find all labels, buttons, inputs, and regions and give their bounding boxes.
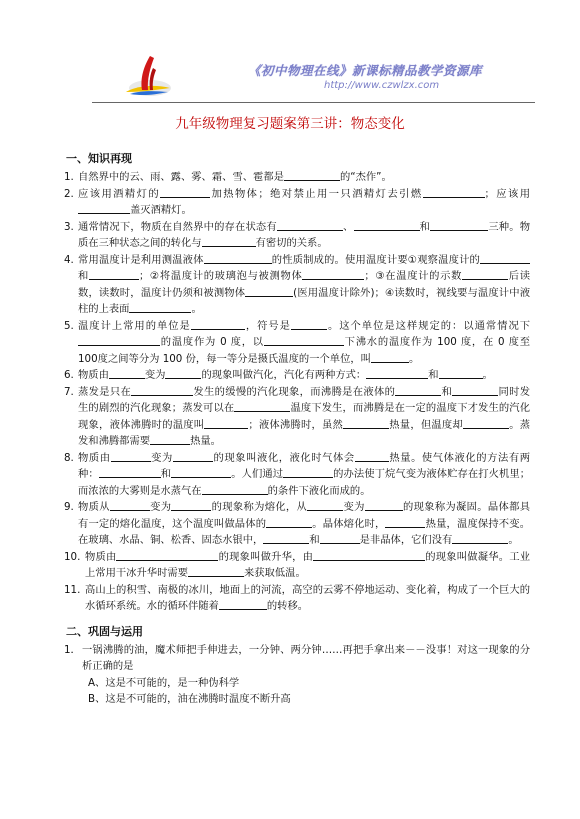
question-number: 1． (64, 643, 81, 656)
answer-blank[interactable] (191, 318, 245, 330)
answer-blank[interactable] (150, 433, 190, 445)
answer-blank[interactable] (371, 351, 409, 363)
answer-blank[interactable] (366, 367, 428, 379)
question-text: 物质由 的现象叫做升华，由 的现象叫做凝华。工业上常用干冰升华时需要 来获取低温。 (85, 550, 531, 579)
answer-blank[interactable] (204, 417, 248, 429)
question-2 (64, 186, 530, 219)
question-11 (64, 582, 530, 615)
answer-blank[interactable] (131, 384, 193, 396)
question-text: 温度计上常用的单位是 ，符号是 。这个单位是这样规定的：以通常情况下的温度作为 0 度，以 下沸水的温度作为 100 度，在 0 度至 100度之间等分为 100 份，每一等分是摄氏温度的一个单位，叫 。 (78, 319, 531, 365)
answer-blank[interactable] (266, 516, 312, 528)
question-8 (64, 450, 530, 500)
page-title: 九年级物理复习题案第三讲：物态变化 (175, 116, 405, 132)
site-title: 《初中物理在线》新课标精品教学资源库 (248, 63, 483, 78)
answer-blank[interactable] (307, 499, 343, 511)
answer-blank[interactable] (219, 598, 267, 610)
answer-blank[interactable] (171, 499, 211, 511)
answer-blank[interactable] (365, 499, 403, 511)
header-divider (92, 102, 535, 103)
answer-blank[interactable] (320, 532, 360, 544)
question-number: 11. (64, 583, 81, 596)
question-number: 3. (64, 220, 74, 233)
answer-blank[interactable] (171, 466, 231, 478)
option-a[interactable]: A、这是不可能的，是一种伪科学 (88, 676, 240, 689)
answer-blank[interactable] (302, 268, 364, 280)
question-text: 高山上的积雪、南极的冰川，地面上的河流，高空的云雾不停地运动、变化着，构成了一个巨大的水循环系统。水的循环伴随着 的转移。 (85, 583, 530, 612)
question-number: 2. (64, 187, 74, 200)
answer-blank[interactable] (116, 549, 218, 561)
answer-blank[interactable] (202, 235, 256, 247)
answer-blank[interactable] (284, 169, 340, 181)
option-b[interactable]: B、这是不可能的，油在沸腾时温度不断升高 (88, 693, 291, 705)
answer-blank[interactable] (234, 400, 290, 412)
section-heading-knowledge: 一、知识再现 (66, 152, 132, 165)
question-number: 4. (64, 253, 74, 266)
answer-blank[interactable] (188, 565, 244, 577)
answer-blank[interactable] (313, 549, 425, 561)
answer-blank[interactable] (78, 202, 130, 214)
question-4 (64, 252, 530, 318)
question-number: 7. (64, 385, 74, 398)
answer-blank[interactable] (245, 285, 293, 297)
answer-blank[interactable] (263, 532, 309, 544)
answer-blank[interactable] (160, 186, 210, 198)
question-number: 5. (64, 319, 74, 332)
answer-blank[interactable] (480, 252, 530, 264)
site-url: http://www.czwlzx.com (324, 80, 440, 91)
answer-blank[interactable] (452, 532, 508, 544)
answer-blank[interactable] (173, 450, 213, 462)
answer-blank[interactable] (204, 252, 272, 264)
question-1 (64, 169, 530, 186)
question-3 (64, 219, 530, 252)
answer-blank[interactable] (395, 384, 441, 396)
question-10 (64, 549, 530, 582)
question-number: 8. (64, 451, 74, 464)
question-text: 物质由 变为 的现象叫做汽化，汽化有两种方式： 和 。 (78, 369, 493, 381)
answer-blank[interactable] (277, 219, 343, 231)
answer-blank[interactable] (89, 268, 139, 280)
answer-blank[interactable] (423, 186, 485, 198)
question-9 (64, 499, 530, 549)
document-body (64, 150, 530, 708)
answer-blank[interactable] (343, 417, 389, 429)
site-header-banner (92, 52, 536, 102)
answer-blank[interactable] (202, 483, 268, 495)
question-number: 1. (64, 171, 74, 183)
question-text: 物质由 变为 的现象叫液化，液化时气体会 热量。使气体液化的方法有两种： 和 。人们通过 的办法使丁烷气变为液体贮存在打火机里；而浓浓的大雾则是水蒸气在 的条件下液化而成的。 (78, 451, 531, 497)
answer-blank[interactable] (439, 367, 483, 379)
site-logo-icon (120, 52, 172, 98)
answer-blank[interactable] (462, 268, 508, 280)
question-text: 自然界中的云、雨、露、雾、霜、雪、雹都是 的“杰作”。 (78, 171, 392, 183)
answer-blank[interactable] (129, 301, 191, 313)
section-heading-practice: 二、巩固与运用 (66, 624, 143, 638)
answer-blank[interactable] (111, 450, 151, 462)
question-text: 一锅沸腾的油，魔术师把手伸进去，一分钟、两分钟……再把手拿出来－－没事！对这一现象的分析正确的是 (82, 643, 530, 672)
question-text: 物质从 变为 的现象称为熔化，从 变为 的现象称为凝固。晶体都具有一定的熔化温度，这个温度叫做晶体的 。晶体熔化时， 热量，温度保持不变。在玻璃、水晶、铜、松香、固态水银中， 和 是非晶体，它们没有 。 (78, 501, 531, 546)
answer-blank[interactable] (99, 466, 161, 478)
answer-blank[interactable] (283, 466, 333, 478)
question-text: 常用温度计是利用测温液体 的性质制成的。使用温度计要①观察温度计的和 ；②将温度计的玻璃泡与被测物体 ；③在温度计的示数 后读数，读数时，温度计仍须和被测物体 (医用温度计除外)；④读数时，视线要与温度计中液柱的上表面 。 (78, 253, 531, 315)
question-number: 6. (64, 369, 74, 381)
question-6 (64, 367, 530, 384)
question-5 (64, 318, 530, 368)
answer-blank[interactable] (385, 516, 425, 528)
answer-blank[interactable] (354, 219, 420, 231)
answer-blank[interactable] (452, 384, 498, 396)
answer-blank[interactable] (291, 318, 327, 330)
answer-blank[interactable] (264, 334, 344, 346)
question-text: 应该用酒精灯的 加热物体；绝对禁止用一只酒精灯去引燃 ；应该用盖灭酒精灯。 (78, 187, 531, 216)
question-text: 蒸发是只在 发生的缓慢的汽化现象，而沸腾是在液体的 和 同时发生的剧烈的汽化现象；蒸发可以在 温度下发生，而沸腾是在一定的温度下才发生的汽化现象，液体沸腾时的温度叫 ；液体沸腾时，虽然 热量，但温度却 。蒸发和沸腾都需要 热量。 (78, 385, 531, 447)
answer-blank[interactable] (165, 367, 201, 379)
question-number: 9. (64, 501, 74, 513)
answer-blank[interactable] (430, 219, 488, 231)
answer-blank[interactable] (463, 417, 509, 429)
practice-question-1 (64, 642, 530, 675)
answer-blank[interactable] (355, 450, 389, 462)
answer-blank[interactable] (109, 367, 145, 379)
answer-blank[interactable] (110, 499, 150, 511)
answer-blank[interactable] (78, 334, 160, 346)
question-number: 10. (64, 550, 81, 563)
question-7 (64, 384, 530, 450)
question-text: 通常情况下，物质在自然界中的存在状态有 、 和 三种。物质在三种状态之间的转化与 有密切的关系。 (78, 220, 531, 249)
